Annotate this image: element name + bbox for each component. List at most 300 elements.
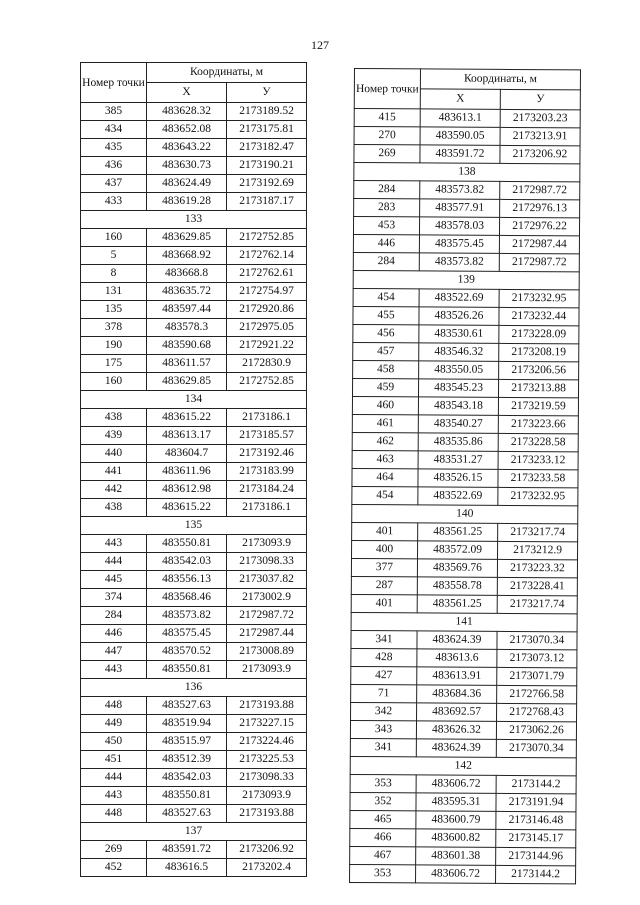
- x-coordinate-cell: 483590.68: [147, 337, 227, 355]
- x-coordinate-cell: 483611.96: [147, 463, 227, 481]
- table-row: [350, 864, 576, 883]
- point-number-cell: 377: [351, 558, 417, 576]
- table-row: [352, 396, 578, 415]
- table-row: [81, 769, 307, 787]
- y-coordinate-cell: 2173098.33: [227, 553, 307, 571]
- point-number-cell: 427: [351, 666, 417, 684]
- point-number-cell: 440: [81, 445, 147, 463]
- point-number-cell: 401: [352, 522, 418, 540]
- x-coordinate-cell: 483570.52: [147, 643, 227, 661]
- x-coordinate-cell: 483692.57: [417, 703, 497, 721]
- x-coordinate-cell: 483684.36: [417, 685, 497, 703]
- table-row: [81, 787, 307, 805]
- y-coordinate-cell: 2173208.19: [499, 343, 579, 361]
- table-row: [352, 450, 578, 469]
- y-coordinate-cell: 2173217.74: [498, 523, 578, 541]
- x-coordinate-cell: 483578.3: [147, 319, 227, 337]
- point-number-cell: 270: [354, 127, 420, 145]
- table-row: [81, 697, 307, 715]
- table-row: [350, 792, 576, 811]
- y-coordinate-cell: 2173093.9: [227, 535, 307, 553]
- point-number-cell: 448: [81, 805, 147, 823]
- y-coordinate-cell: 2173232.95: [499, 289, 579, 307]
- x-column-header: Х: [420, 89, 500, 109]
- y-coordinate-cell: 2173008.89: [227, 643, 307, 661]
- y-coordinate-cell: 2173184.24: [227, 481, 307, 499]
- x-coordinate-cell: 483522.69: [418, 487, 498, 505]
- point-number-cell: 436: [81, 157, 147, 175]
- table-row: [354, 109, 580, 128]
- plot-number-cell: 140: [352, 504, 578, 523]
- x-coordinate-cell: 483615.22: [147, 409, 227, 427]
- y-coordinate-cell: 2173219.59: [498, 397, 578, 415]
- table-row: [81, 103, 307, 121]
- point-number-cell: 284: [81, 607, 147, 625]
- y-coordinate-cell: 2173037.82: [227, 571, 307, 589]
- x-coordinate-cell: 483601.38: [416, 847, 496, 865]
- page-number: 127: [311, 38, 329, 52]
- y-coordinate-cell: 2173225.53: [227, 751, 307, 769]
- y-coordinate-cell: 2173144.96: [496, 847, 576, 865]
- point-number-cell: 8: [81, 265, 147, 283]
- y-coordinate-cell: 2173213.91: [500, 127, 580, 145]
- table-row: [81, 175, 307, 193]
- y-coordinate-cell: 2172752.85: [227, 229, 307, 247]
- table-row: [352, 432, 578, 451]
- x-coordinate-cell: 483573.82: [419, 253, 499, 271]
- x-coordinate-cell: 483556.13: [147, 571, 227, 589]
- x-coordinate-cell: 483591.72: [147, 841, 227, 859]
- x-coordinate-cell: 483624.49: [147, 175, 227, 193]
- x-coordinate-cell: 483558.78: [417, 577, 497, 595]
- x-coordinate-cell: 483550.81: [147, 535, 227, 553]
- y-coordinate-cell: 2172768.43: [497, 703, 577, 721]
- table-row: [351, 558, 577, 577]
- table-row: [81, 607, 307, 625]
- table-row: [353, 217, 579, 236]
- x-coordinate-cell: 483643.22: [147, 139, 227, 157]
- table-row: [81, 589, 307, 607]
- y-coordinate-cell: 2172830.9: [227, 355, 307, 373]
- table-row: [352, 522, 578, 541]
- point-number-cell: 400: [352, 540, 418, 558]
- point-number-cell: 287: [351, 576, 417, 594]
- table-row: [353, 234, 579, 253]
- plot-number-cell: 136: [81, 679, 307, 697]
- point-number-cell: 433: [81, 193, 147, 211]
- table-row: [81, 499, 307, 517]
- table-row: [81, 301, 307, 319]
- x-coordinate-cell: 483600.79: [416, 811, 496, 829]
- y-coordinate-cell: 2173070.34: [497, 631, 577, 649]
- point-number-cell: 452: [81, 859, 147, 877]
- x-coordinate-cell: 483540.27: [418, 415, 498, 433]
- point-number-cell: 451: [81, 751, 147, 769]
- group-row: [81, 679, 307, 697]
- table-row: [351, 684, 577, 703]
- table-row: [352, 486, 578, 505]
- point-number-cell: 460: [352, 396, 418, 414]
- x-coordinate-cell: 483628.32: [147, 103, 227, 121]
- plot-number-cell: 133: [81, 211, 307, 229]
- point-number-header: Номер точки: [81, 63, 147, 103]
- coordinates-table-right: [349, 68, 581, 884]
- point-number-cell: 438: [81, 499, 147, 517]
- point-number-cell: 269: [354, 145, 420, 163]
- x-coordinate-cell: 483577.91: [420, 199, 500, 217]
- point-number-cell: 463: [352, 450, 418, 468]
- y-coordinate-cell: 2173228.09: [499, 325, 579, 343]
- group-row: [81, 211, 307, 229]
- point-number-cell: 455: [353, 306, 419, 324]
- y-coordinate-cell: 2173191.94: [496, 793, 576, 811]
- table-row: [81, 229, 307, 247]
- plot-number-cell: 135: [81, 517, 307, 535]
- table-row: [81, 751, 307, 769]
- point-number-cell: 443: [81, 535, 147, 553]
- y-coordinate-cell: 2172762.61: [227, 265, 307, 283]
- point-number-header: Номер точки: [354, 69, 420, 109]
- y-coordinate-cell: 2173223.66: [498, 415, 578, 433]
- point-number-cell: 434: [81, 121, 147, 139]
- y-coordinate-cell: 2173192.46: [227, 445, 307, 463]
- point-number-cell: 401: [351, 594, 417, 612]
- y-coordinate-cell: 2173213.88: [498, 379, 578, 397]
- point-number-cell: 443: [81, 661, 147, 679]
- x-coordinate-cell: 483606.72: [416, 865, 496, 883]
- y-coordinate-cell: 2173186.1: [227, 409, 307, 427]
- coordinates-header: Координаты, м: [420, 69, 580, 90]
- y-coordinate-cell: 2173233.12: [498, 451, 578, 469]
- y-coordinate-cell: 2173182.47: [227, 139, 307, 157]
- y-coordinate-cell: 2173232.95: [498, 487, 578, 505]
- table-row: [81, 463, 307, 481]
- y-coordinate-cell: 2173217.74: [497, 595, 577, 613]
- table-row: [81, 553, 307, 571]
- point-number-cell: 160: [81, 229, 147, 247]
- y-coordinate-cell: 2173193.88: [227, 805, 307, 823]
- point-number-cell: 341: [351, 630, 417, 648]
- y-coordinate-cell: 2173193.88: [227, 697, 307, 715]
- x-coordinate-cell: 483546.32: [419, 343, 499, 361]
- table-row: [81, 121, 307, 139]
- point-number-cell: 442: [81, 481, 147, 499]
- y-coordinate-cell: 2173073.12: [497, 649, 577, 667]
- table-row: [351, 576, 577, 595]
- table-row: [81, 355, 307, 373]
- y-coordinate-cell: 2173144.2: [496, 865, 576, 883]
- table-row: [353, 360, 579, 379]
- point-number-cell: 441: [81, 463, 147, 481]
- y-coordinate-cell: 2173233.58: [498, 469, 578, 487]
- table-row: [81, 427, 307, 445]
- x-coordinate-cell: 483629.85: [147, 229, 227, 247]
- point-number-cell: 453: [353, 217, 419, 235]
- y-coordinate-cell: 2173202.4: [227, 859, 307, 877]
- y-coordinate-cell: 2173071.79: [497, 667, 577, 685]
- point-number-cell: 175: [81, 355, 147, 373]
- table-row: [350, 828, 576, 847]
- point-number-cell: 190: [81, 337, 147, 355]
- y-coordinate-cell: 2173228.58: [498, 433, 578, 451]
- x-coordinate-cell: 483568.46: [147, 589, 227, 607]
- y-coordinate-cell: 2172987.44: [499, 235, 579, 253]
- point-number-cell: 374: [81, 589, 147, 607]
- x-coordinate-cell: 483512.39: [147, 751, 227, 769]
- x-coordinate-cell: 483578.03: [419, 217, 499, 235]
- x-coordinate-cell: 483624.39: [416, 739, 496, 757]
- table-row: [81, 661, 307, 679]
- x-coordinate-cell: 483600.82: [416, 829, 496, 847]
- x-coordinate-cell: 483626.32: [416, 721, 496, 739]
- y-coordinate-cell: 2173187.17: [227, 193, 307, 211]
- y-coordinate-cell: 2172976.13: [500, 199, 580, 217]
- table-row: [81, 841, 307, 859]
- table-row: [354, 127, 580, 146]
- x-coordinate-cell: 483575.45: [419, 235, 499, 253]
- y-coordinate-cell: 2173203.23: [500, 109, 580, 127]
- point-number-cell: 428: [351, 648, 417, 666]
- table-row: [352, 468, 578, 487]
- y-coordinate-cell: 2173192.69: [227, 175, 307, 193]
- table-row: [350, 810, 576, 829]
- y-coordinate-cell: 2172987.44: [227, 625, 307, 643]
- table-row: [354, 199, 580, 218]
- table-row: [354, 145, 580, 164]
- x-coordinate-cell: 483573.82: [420, 181, 500, 199]
- plot-number-cell: 137: [81, 823, 307, 841]
- point-number-cell: 450: [81, 733, 147, 751]
- point-number-cell: 448: [81, 697, 147, 715]
- y-coordinate-cell: 2173186.1: [227, 499, 307, 517]
- x-coordinate-cell: 483515.97: [147, 733, 227, 751]
- y-coordinate-cell: 2173212.9: [498, 541, 578, 559]
- y-coordinate-cell: 2173227.15: [227, 715, 307, 733]
- group-row: [81, 517, 307, 535]
- x-coordinate-cell: 483543.18: [418, 397, 498, 415]
- coordinates-header: Координаты, м: [147, 63, 307, 83]
- table-body: [81, 103, 307, 877]
- point-number-cell: 454: [353, 288, 419, 306]
- y-column-header: У: [500, 89, 580, 109]
- x-coordinate-cell: 483535.86: [418, 433, 498, 451]
- y-coordinate-cell: 2172752.85: [227, 373, 307, 391]
- x-coordinate-cell: 483613.6: [417, 649, 497, 667]
- x-coordinate-cell: 483519.94: [147, 715, 227, 733]
- plot-number-cell: 142: [350, 756, 576, 775]
- point-number-cell: 444: [81, 769, 147, 787]
- y-coordinate-cell: 2173190.21: [227, 157, 307, 175]
- x-coordinate-cell: 483561.25: [418, 523, 498, 541]
- x-column-header: Х: [147, 83, 227, 103]
- x-coordinate-cell: 483573.82: [147, 607, 227, 625]
- y-column-header: У: [227, 83, 307, 103]
- table-row: [353, 288, 579, 307]
- point-number-cell: 444: [81, 553, 147, 571]
- table-row: [353, 306, 579, 325]
- point-number-cell: 457: [353, 342, 419, 360]
- point-number-cell: 466: [350, 828, 416, 846]
- y-coordinate-cell: 2172920.86: [227, 301, 307, 319]
- table-row: [81, 535, 307, 553]
- y-coordinate-cell: 2173062.26: [496, 721, 576, 739]
- table-row: [81, 859, 307, 877]
- plot-number-cell: 134: [81, 391, 307, 409]
- point-number-cell: 378: [81, 319, 147, 337]
- x-coordinate-cell: 483572.09: [418, 541, 498, 559]
- point-number-cell: 449: [81, 715, 147, 733]
- x-coordinate-cell: 483561.25: [417, 595, 497, 613]
- plot-number-cell: 138: [354, 163, 580, 182]
- y-coordinate-cell: 2173228.41: [497, 577, 577, 595]
- table-row: [81, 247, 307, 265]
- y-coordinate-cell: 2173145.17: [496, 829, 576, 847]
- x-coordinate-cell: 483624.39: [417, 631, 497, 649]
- table-row: [352, 540, 578, 559]
- x-coordinate-cell: 483542.03: [147, 769, 227, 787]
- table-row: [81, 265, 307, 283]
- y-coordinate-cell: 2172762.14: [227, 247, 307, 265]
- y-coordinate-cell: 2173206.92: [500, 145, 580, 163]
- point-number-cell: 5: [81, 247, 147, 265]
- point-number-cell: 415: [354, 109, 420, 127]
- x-coordinate-cell: 483522.69: [419, 289, 499, 307]
- y-coordinate-cell: 2173175.81: [227, 121, 307, 139]
- x-coordinate-cell: 483668.92: [147, 247, 227, 265]
- y-coordinate-cell: 2173002.9: [227, 589, 307, 607]
- x-coordinate-cell: 483595.31: [416, 793, 496, 811]
- x-coordinate-cell: 483575.45: [147, 625, 227, 643]
- point-number-cell: 342: [351, 702, 417, 720]
- y-coordinate-cell: 2173093.9: [227, 787, 307, 805]
- x-coordinate-cell: 483597.44: [147, 301, 227, 319]
- table-row: [81, 625, 307, 643]
- table-row: [81, 571, 307, 589]
- table-row: [351, 594, 577, 613]
- point-number-cell: 447: [81, 643, 147, 661]
- point-number-cell: 435: [81, 139, 147, 157]
- y-coordinate-cell: 2172766.58: [497, 685, 577, 703]
- table-row: [354, 181, 580, 200]
- x-coordinate-cell: 483527.63: [147, 805, 227, 823]
- point-number-cell: 462: [352, 432, 418, 450]
- x-coordinate-cell: 483611.57: [147, 355, 227, 373]
- y-coordinate-cell: 2173206.56: [499, 361, 579, 379]
- point-number-cell: 283: [354, 199, 420, 217]
- point-number-cell: 443: [81, 787, 147, 805]
- y-coordinate-cell: 2173070.34: [496, 739, 576, 757]
- table-row: [351, 702, 577, 721]
- coordinates-table-left: [80, 62, 307, 877]
- point-number-cell: 439: [81, 427, 147, 445]
- y-coordinate-cell: 2172987.72: [227, 607, 307, 625]
- table-row: [81, 481, 307, 499]
- y-coordinate-cell: 2173185.57: [227, 427, 307, 445]
- y-coordinate-cell: 2172754.97: [227, 283, 307, 301]
- x-coordinate-cell: 483550.05: [419, 361, 499, 379]
- table-body: [350, 109, 581, 884]
- point-number-cell: 454: [352, 486, 418, 504]
- table-row: [351, 648, 577, 667]
- y-coordinate-cell: 2173183.99: [227, 463, 307, 481]
- x-coordinate-cell: 483591.72: [420, 145, 500, 163]
- y-coordinate-cell: 2173098.33: [227, 769, 307, 787]
- table-row: [353, 252, 579, 271]
- point-number-cell: 458: [353, 360, 419, 378]
- point-number-cell: 438: [81, 409, 147, 427]
- x-coordinate-cell: 483619.28: [147, 193, 227, 211]
- point-number-cell: 437: [81, 175, 147, 193]
- point-number-cell: 135: [81, 301, 147, 319]
- point-number-cell: 343: [350, 720, 416, 738]
- x-coordinate-cell: 483530.61: [419, 325, 499, 343]
- y-coordinate-cell: 2172975.05: [227, 319, 307, 337]
- x-coordinate-cell: 483531.27: [418, 451, 498, 469]
- point-number-cell: 160: [81, 373, 147, 391]
- point-number-cell: 467: [350, 846, 416, 864]
- point-number-cell: 465: [350, 810, 416, 828]
- point-number-cell: 71: [351, 684, 417, 702]
- point-number-cell: 352: [350, 792, 416, 810]
- table-row: [81, 319, 307, 337]
- y-coordinate-cell: 2172921.22: [227, 337, 307, 355]
- point-number-cell: 464: [352, 468, 418, 486]
- group-row: [81, 823, 307, 841]
- group-row: [352, 504, 578, 523]
- group-row: [354, 163, 580, 182]
- y-coordinate-cell: 2172976.22: [499, 217, 579, 235]
- point-number-cell: 456: [353, 324, 419, 342]
- table-row: [81, 643, 307, 661]
- table-row: [81, 445, 307, 463]
- point-number-cell: 269: [81, 841, 147, 859]
- table-row: [353, 324, 579, 343]
- point-number-cell: 353: [350, 774, 416, 792]
- table-row: [350, 846, 576, 865]
- plot-number-cell: 139: [353, 270, 579, 289]
- table-row: [81, 283, 307, 301]
- y-coordinate-cell: 2173144.2: [496, 775, 576, 793]
- point-number-cell: 284: [354, 181, 420, 199]
- x-coordinate-cell: 483613.91: [417, 667, 497, 685]
- x-coordinate-cell: 483612.98: [147, 481, 227, 499]
- x-coordinate-cell: 483569.76: [417, 559, 497, 577]
- x-coordinate-cell: 483606.72: [416, 775, 496, 793]
- table-row: [81, 733, 307, 751]
- table-row: [350, 774, 576, 793]
- x-coordinate-cell: 483613.1: [420, 109, 500, 127]
- x-coordinate-cell: 483616.5: [147, 859, 227, 877]
- x-coordinate-cell: 483635.72: [147, 283, 227, 301]
- x-coordinate-cell: 483668.8: [147, 265, 227, 283]
- table-row: [81, 409, 307, 427]
- x-coordinate-cell: 483527.63: [147, 697, 227, 715]
- x-coordinate-cell: 483526.26: [419, 307, 499, 325]
- point-number-cell: 284: [353, 252, 419, 270]
- table-row: [352, 414, 578, 433]
- x-coordinate-cell: 483542.03: [147, 553, 227, 571]
- group-row: [351, 612, 577, 631]
- x-coordinate-cell: 483550.81: [147, 787, 227, 805]
- x-coordinate-cell: 483629.85: [147, 373, 227, 391]
- y-coordinate-cell: 2173146.48: [496, 811, 576, 829]
- x-coordinate-cell: 483652.08: [147, 121, 227, 139]
- table-row: [351, 666, 577, 685]
- x-coordinate-cell: 483550.81: [147, 661, 227, 679]
- table-header: [354, 69, 580, 110]
- y-coordinate-cell: 2172987.72: [500, 181, 580, 199]
- table-row: [81, 805, 307, 823]
